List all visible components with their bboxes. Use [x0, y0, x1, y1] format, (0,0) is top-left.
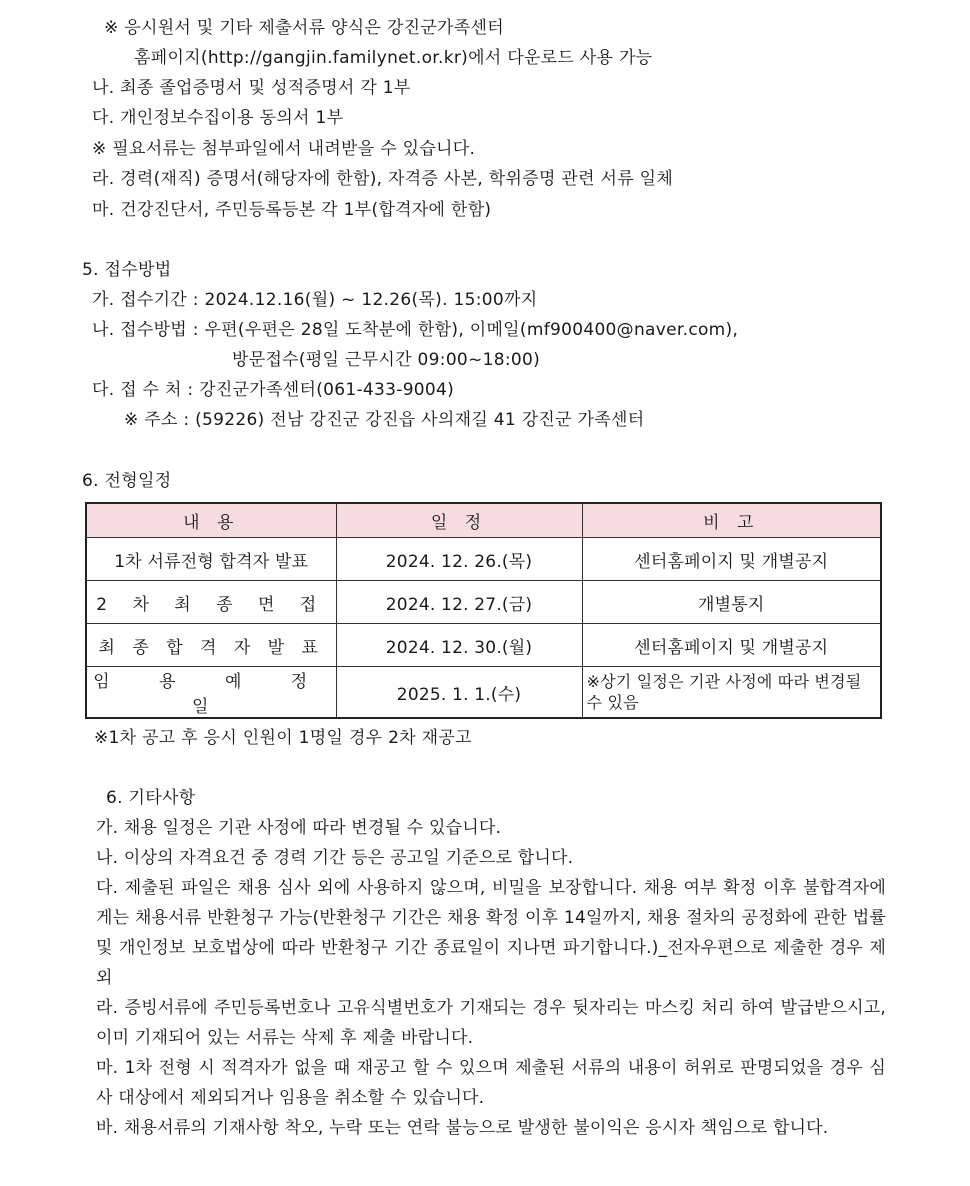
row-content: 임 용 예 정 일	[86, 667, 336, 719]
schedule-table	[85, 502, 882, 719]
top-line-2: 홈페이지(http://gangjin.familynet.or.kr)에서 다운로드 사용 가능	[134, 48, 653, 68]
row-remark: 개별통지	[582, 581, 881, 624]
section7-item-3: 다. 제출된 파일은 채용 심사 외에 사용하지 않으며, 비밀을 보장합니다. 채용 여부 확정 이후 불합격자에게는 채용서류 반환청구 가능(반환청구 기간은 채용 확정 이후 14일까지, 채용 절차의 공정화에 관한 법률 및 개인정보 보호법상에 따라 반환청구 기간 종료일이 지나면 파기합니다.)_전자우편으로 제출한 경우 제외	[96, 878, 886, 988]
section5-line-2: 나. 접수방법 : 우편(우편은 28일 도착분에 한함), 이메일(mf900400@naver.com),	[92, 320, 739, 340]
row-content: 1차 서류전형 합격자 발표	[86, 538, 336, 581]
table-row	[86, 538, 881, 581]
table-row	[86, 667, 881, 719]
row-date: 2024. 12. 30.(월)	[336, 624, 582, 667]
section7-title: 6. 기타사항	[106, 788, 196, 808]
row-remark: 센터홈페이지 및 개별공지	[582, 624, 881, 667]
schedule-footnote: ※1차 공고 후 응시 인원이 1명일 경우 2차 재공고	[94, 728, 472, 748]
section5-line-4: 다. 접 수 처 : 강진군가족센터(061-433-9004)	[92, 380, 455, 400]
header-content: 내 용	[86, 503, 336, 538]
row-remark: 센터홈페이지 및 개별공지	[582, 538, 881, 581]
row-content: 2 차 최 종 면 접	[86, 581, 336, 624]
section7-item-6: 바. 채용서류의 기재사항 착오, 누락 또는 연락 불능으로 발생한 불이익은 응시자 책임으로 합니다.	[96, 1118, 829, 1138]
table-row	[86, 624, 881, 667]
section5-line-3: 방문접수(평일 근무시간 09:00~18:00)	[232, 350, 541, 370]
row-date: 2025. 1. 1.(수)	[336, 667, 582, 719]
top-line-1: ※ 응시원서 및 기타 제출서류 양식은 강진군가족센터	[104, 18, 504, 38]
top-line-3: 나. 최종 졸업증명서 및 성적증명서 각 1부	[92, 78, 411, 98]
section7-item-5: 마. 1차 전형 시 적격자가 없을 때 재공고 할 수 있으며 제출된 서류의 내용이 허위로 판명되었을 경우 심사 대상에서 제외되거나 임용을 취소할 수 있습니다.	[96, 1058, 886, 1108]
section5-line-5: ※ 주소 : (59226) 전남 강진군 강진읍 사의재길 41 강진군 가족센터	[124, 410, 645, 430]
header-schedule: 일 정	[336, 503, 582, 538]
table-row	[86, 581, 881, 624]
top-line-6: 라. 경력(재직) 증명서(해당자에 한함), 자격증 사본, 학위증명 관련 서류 일체	[92, 169, 674, 189]
row-date: 2024. 12. 26.(목)	[336, 538, 582, 581]
top-line-4: 다. 개인정보수집이용 동의서 1부	[92, 108, 344, 128]
row-remark: ※상기 일정은 기관 사정에 따라 변경될 수 있음	[582, 667, 881, 719]
section7-item-4: 라. 증빙서류에 주민등록번호나 고유식별번호가 기재되는 경우 뒷자리는 마스킹 처리 하여 발급받으시고, 이미 기재되어 있는 서류는 삭제 후 제출 바랍니다.	[96, 998, 886, 1048]
section5-title: 5. 접수방법	[82, 260, 172, 280]
header-remarks: 비 고	[582, 503, 881, 538]
top-line-5: ※ 필요서류는 첨부파일에서 내려받을 수 있습니다.	[92, 139, 476, 159]
section6-title: 6. 전형일정	[82, 471, 172, 491]
row-date: 2024. 12. 27.(금)	[336, 581, 582, 624]
row-content: 최 종 합 격 자 발 표	[86, 624, 336, 667]
section7-item-2: 나. 이상의 자격요건 중 경력 기간 등은 공고일 기준으로 합니다.	[96, 848, 574, 868]
table-header-row	[86, 503, 881, 538]
section7-item-1: 가. 채용 일정은 기관 사정에 따라 변경될 수 있습니다.	[96, 818, 502, 838]
top-line-7: 마. 건강진단서, 주민등록등본 각 1부(합격자에 한함)	[92, 200, 492, 220]
section5-line-1: 가. 접수기간 : 2024.12.16(월) ~ 12.26(목). 15:00까지	[92, 290, 538, 310]
